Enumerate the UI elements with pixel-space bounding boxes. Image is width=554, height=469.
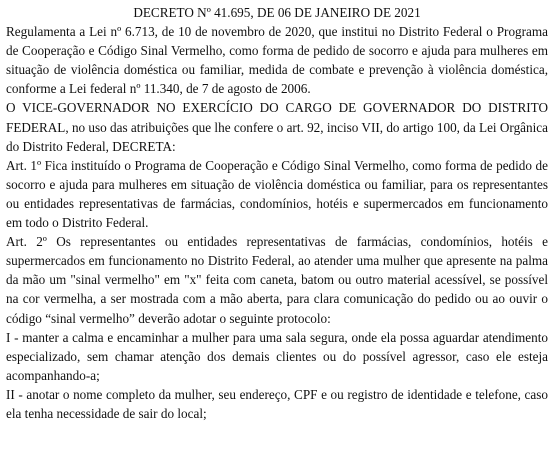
- article-2-inciso-2: II - anotar o nome completo da mulher, seu endereço, CPF e ou registro de identidade e telefone, caso ela tenha necessidade de sair do local;: [6, 386, 548, 421]
- decree-preamble: [6, 98, 548, 155]
- decree-title: DECRETO Nº 41.695, DE 06 DE JANEIRO DE 2021: [133, 5, 421, 20]
- article-2-inciso-1: I - manter a calma e encaminhar a mulher para uma sala segura, onde ela possa aguardar atendimento especializado, sem chamar atenção dos demais clientes ou do possível agressor, caso ele esteja acompanhando-a;: [6, 329, 548, 383]
- article-2: Art. 2º Os representantes ou entidades representativas de farmácias, condomínios, hotéis e supermercados em funcionamento no Distrito Federal, ao atender uma mulher que apresente na palma da mão um "sinal vermelho" em "x" feita com caneta, batom ou outro material acessível, se possível na cor vermelha, a ser mostrada com a mão aberta, para clara comunicação do pedido ou ao ouvir o código “sinal vermelho” deverão adotar o seguinte protocolo:: [6, 234, 548, 326]
- preamble-authority: O VICE-GOVERNADOR NO EXERCÍCIO DO CARGO DE GOVERNADOR DO DISTRITO FEDERAL: [6, 100, 548, 135]
- article-1: Art. 1º Fica instituído o Programa de Cooperação e Código Sinal Vermelho, como forma de pedido de socorro e ajuda para mulheres em situação de violência doméstica ou familiar, para os representantes ou entidades representativas de farmácias, condomínios, hotéis e supermercados em funcionamento em todo o Distrito Federal.: [6, 157, 548, 231]
- decree-document: [6, 3, 548, 423]
- decree-ementa: Regulamenta a Lei nº 6.713, de 10 de novembro de 2020, que institui no Distrito Federal o Programa de Cooperação e Código Sinal Vermelho, como forma de pedido de socorro e ajuda para mulheres em situação de violência doméstica ou familiar, medida de combate e prevenção à violência doméstica, conforme a Lei federal nº 11.340, de 7 de agosto de 2006.: [6, 24, 548, 97]
- preamble-rest: , no uso das atribuições que lhe confere o art. 92, inciso VII, do artigo 100, da Lei Orgânica do Distrito Federal, DECRETA:: [6, 119, 548, 154]
